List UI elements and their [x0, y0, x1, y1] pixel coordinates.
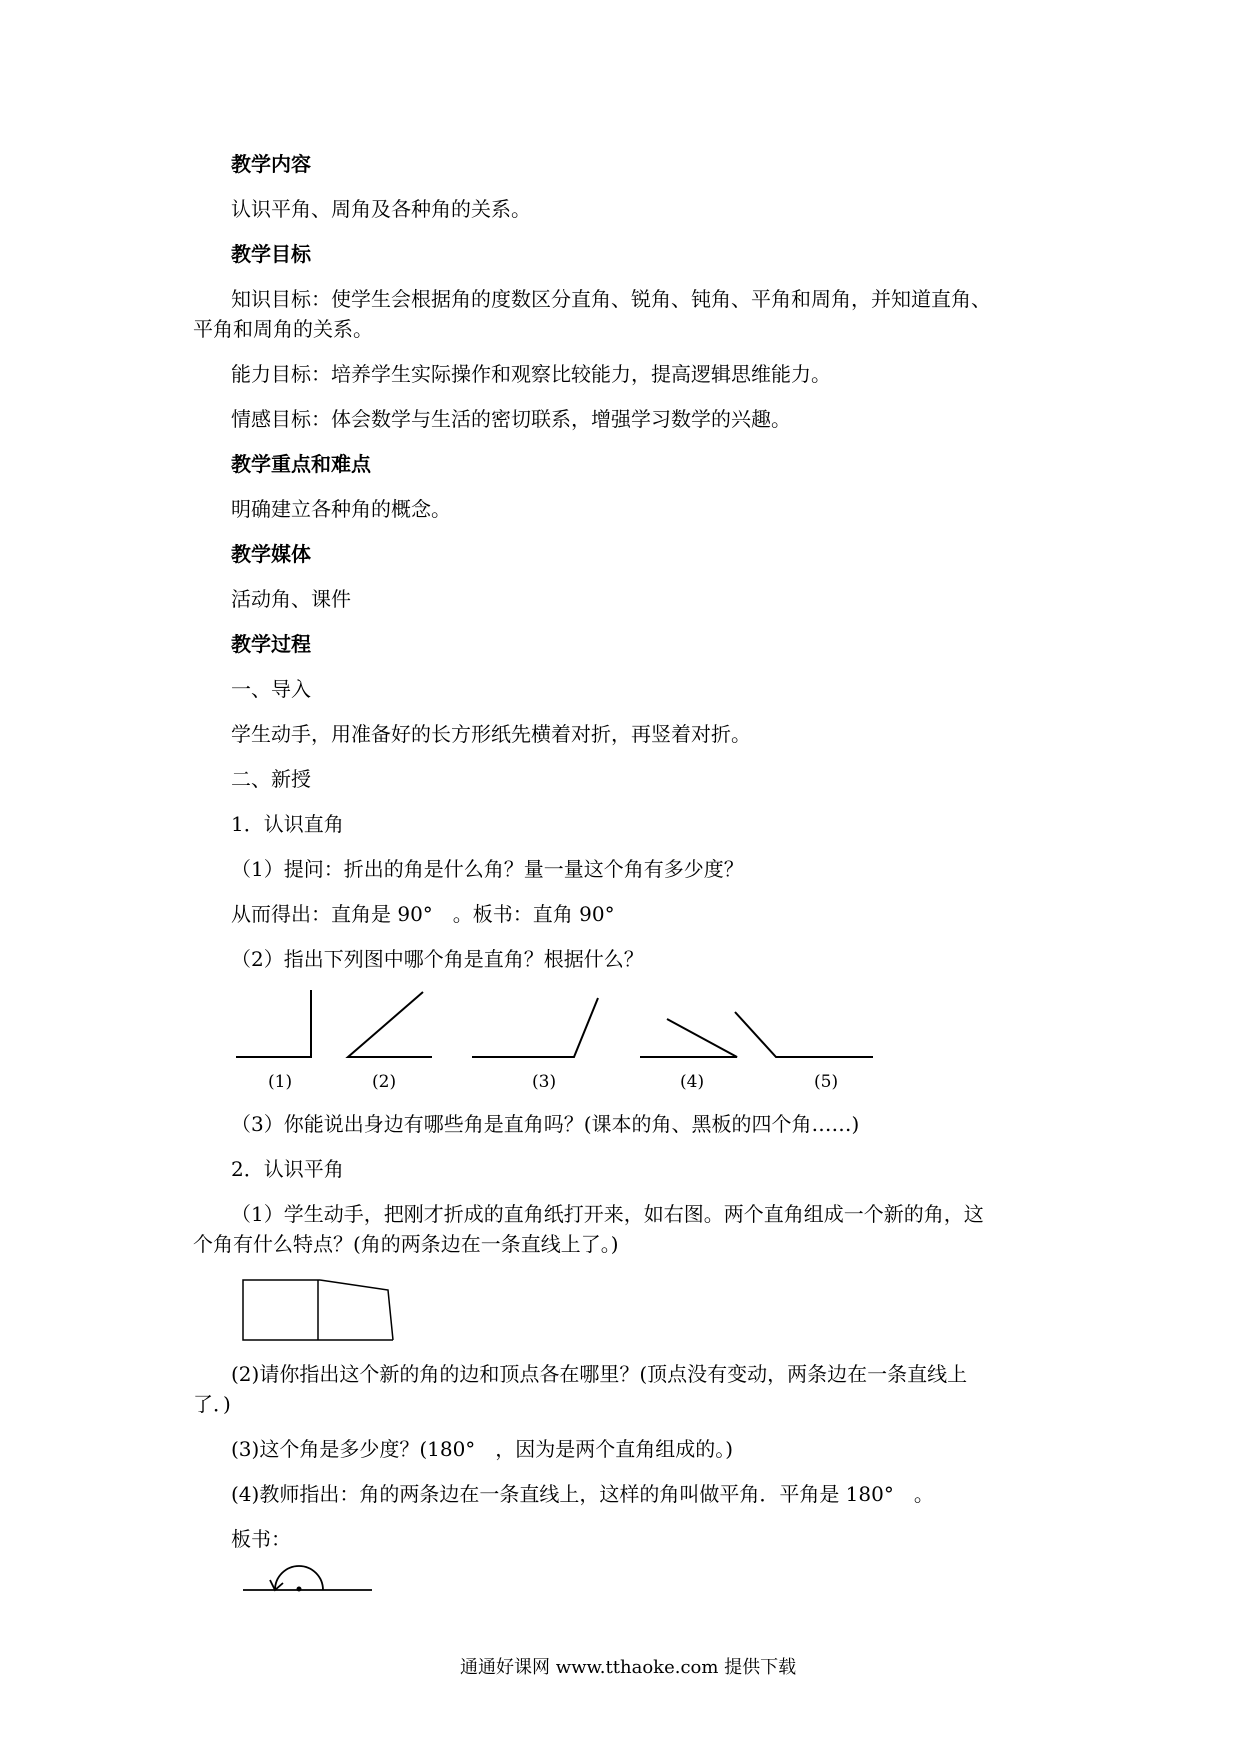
figure-label-2: (2): [372, 1072, 397, 1092]
new-title: 二、新授: [231, 767, 311, 791]
process-heading: 教学过程: [231, 632, 311, 656]
media-text: 活动角、课件: [231, 587, 351, 611]
key-heading: 教学重点和难点: [231, 452, 371, 476]
goal-knowledge-line1: 知识目标：使学生会根据角的度数区分直角、锐角、钝角、平角和周角，并知道直角、: [231, 287, 991, 311]
intro-title: 一、导入: [231, 677, 311, 701]
figure-label-1: (1): [268, 1072, 293, 1092]
ra-result: 从而得出：直角是 90° 。板书：直角 90°: [231, 902, 615, 926]
footer-text: 通通好课网 www.tthaoke.com 提供下载: [460, 1657, 797, 1678]
figure-label-5: (5): [814, 1072, 839, 1092]
ra-question-2: （2）指出下列图中哪个角是直角？根据什么？: [231, 947, 644, 971]
goal-ability: 能力目标：培养学生实际操作和观察比较能力，提高逻辑思维能力。: [231, 362, 831, 386]
figure-label-3: (3): [532, 1072, 557, 1092]
key-text: 明确建立各种角的概念。: [231, 497, 451, 521]
figure-label-4: (4): [680, 1072, 705, 1092]
goal-knowledge-line2: 平角和周角的关系。: [193, 317, 373, 341]
sa-question-1-line1: （1）学生动手，把刚才折成的直角纸打开来，如右图。两个直角组成一个新的角，这: [231, 1202, 984, 1226]
sa-question-2-line2: 了．): [193, 1392, 231, 1416]
sa-question-3: (3)这个角是多少度？(180° ，因为是两个直角组成的。): [231, 1437, 734, 1461]
media-heading: 教学媒体: [231, 542, 311, 566]
goal-emotion: 情感目标：体会数学与生活的密切联系，增强学习数学的兴趣。: [231, 407, 791, 431]
straight-angle-title: 2．认识平角: [231, 1157, 344, 1181]
right-angle-title: 1．认识直角: [231, 812, 344, 836]
content-text: 认识平角、周角及各种角的关系。: [231, 197, 531, 221]
sa-question-2-line1: (2)请你指出这个新的角的边和顶点各在哪里？(顶点没有变动，两条边在一条直线上: [231, 1362, 968, 1386]
content-heading: 教学内容: [231, 152, 311, 176]
sa-question-4: (4)教师指出：角的两条边在一条直线上，这样的角叫做平角．平角是 180° 。: [231, 1482, 934, 1506]
goals-heading: 教学目标: [231, 242, 311, 266]
sa-question-1-line2: 个角有什么特点？(角的两条边在一条直线上了。): [193, 1232, 619, 1256]
ra-question-1: （1）提问：折出的角是什么角？量一量这个角有多少度？: [231, 857, 744, 881]
intro-text: 学生动手，用准备好的长方形纸先横着对折，再竖着对折。: [231, 722, 751, 746]
ra-question-3: （3）你能说出身边有哪些角是直角吗？(课本的角、黑板的四个角……): [231, 1112, 860, 1136]
board-label: 板书：: [231, 1527, 291, 1551]
